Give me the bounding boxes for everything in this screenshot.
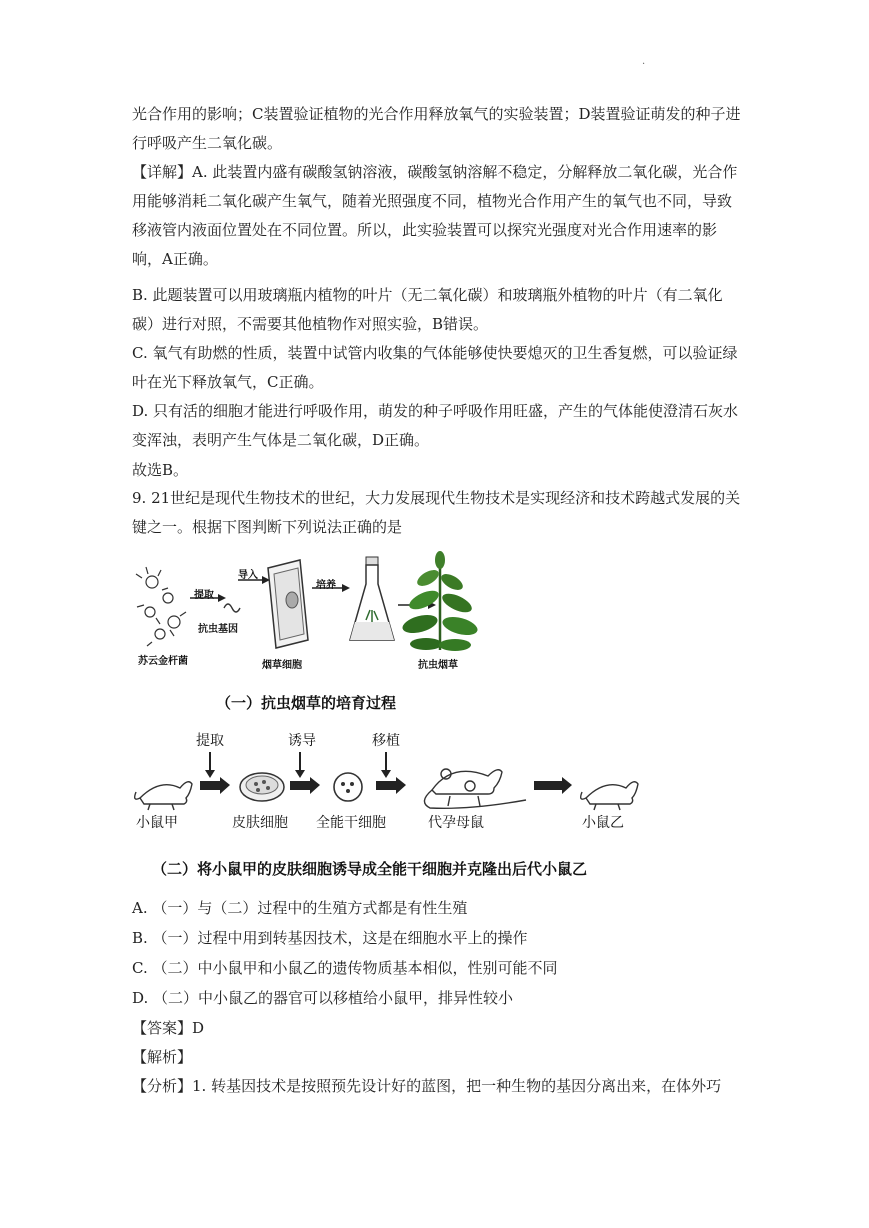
arrow-extract-2 [200, 752, 230, 794]
question-9-stem: 9. 21世纪是现代生物技术的世纪，大力发展现代生物技术是实现经济和技术跨越式发展的关键之一。根据下图判断下列说法正确的是 [132, 489, 741, 536]
stem-cell-icon [334, 773, 362, 801]
label-tobacco-cell: 烟草细胞 [262, 660, 302, 671]
label-extract-2: 提取 [196, 733, 224, 749]
label-gene: 抗虫基因 [198, 624, 238, 635]
label-import-1: 导入 [238, 570, 258, 581]
option-d: D. （二）中小鼠乙的器官可以移植给小鼠甲，排异性较小 [132, 989, 514, 1007]
label-mouse-a: 小鼠甲 [136, 815, 178, 831]
label-extract-1: 提取 [194, 590, 214, 601]
label-culture-1: 培养 [316, 580, 336, 591]
label-bacteria: 苏云金杆菌 [138, 656, 188, 667]
gene-icon [224, 604, 240, 612]
paragraph-3: B. 此题装置可以用玻璃瓶内植物的叶片（无二氧化碳）和玻璃瓶外植物的叶片（有二氧化碳）进行对照，不需要其他植物作对照实验，B错误。 [132, 286, 723, 333]
label-mouse-b: 小鼠乙 [582, 815, 624, 831]
label-induce-2: 诱导 [288, 733, 316, 749]
label-tobacco-plant: 抗虫烟草 [418, 660, 458, 671]
surrogate-mouse-icon [424, 769, 526, 808]
option-b: B. （一）过程中用到转基因技术，这是在细胞水平上的操作 [132, 929, 528, 947]
paragraph-1: 光合作用的影响；C装置验证植物的光合作用释放氧气的实验装置；D装置验证萌发的种子进行呼吸产生二氧化碳。 [132, 105, 741, 152]
arrow-transplant-2 [376, 752, 406, 794]
label-skin-cell: 皮肤细胞 [232, 815, 288, 831]
arrow-birth-2 [534, 777, 572, 794]
paragraph-6: 故选B。 [132, 461, 189, 479]
option-a: A. （一）与（二）过程中的生殖方式都是有性生殖 [132, 899, 468, 917]
label-surrogate: 代孕母鼠 [428, 815, 484, 831]
analysis-text: 【分析】1. 转基因技术是按照预先设计好的蓝图，把一种生物的基因分离出来，在体外巧 [132, 1077, 722, 1095]
paragraph-5: D. 只有活的细胞才能进行呼吸作用，萌发的种子呼吸作用旺盛，产生的气体能使澄清石灰水变浑浊，表明产生气体是二氧化碳，D正确。 [132, 402, 739, 449]
page-dot: . [642, 56, 646, 67]
paragraph-4: C. 氧气有助燃的性质，装置中试管内收集的气体能够使快要熄灭的卫生香复燃，可以验证绿叶在光下释放氧气，C正确。 [132, 344, 738, 391]
option-c: C. （二）中小鼠甲和小鼠乙的遗传物质基本相似，性别可能不同 [132, 959, 558, 977]
label-transplant-2: 移植 [372, 733, 400, 749]
flask-icon [350, 557, 394, 640]
mouse-a-icon [135, 782, 192, 810]
tobacco-plant-icon [401, 551, 480, 651]
petri-dish-icon [240, 773, 284, 801]
label-stem-cell: 全能干细胞 [316, 815, 386, 831]
answer: 【答案】D [132, 1019, 205, 1037]
caption-part1: （一）抗虫烟草的培育过程 [216, 694, 397, 712]
bacteria-icon [136, 567, 186, 646]
tobacco-cell-icon [268, 560, 308, 648]
caption-part2: （二）将小鼠甲的皮肤细胞诱导成全能干细胞并克隆出后代小鼠乙 [152, 860, 588, 878]
mouse-b-icon [581, 782, 638, 810]
paragraph-2: 【详解】A. 此装置内盛有碳酸氢钠溶液，碳酸氢钠溶解不稳定，分解释放二氧化碳，光合作用能够消耗二氧化碳产生氧气，随着光照强度不同，植物光合作用产生的氧气也不同，导致移液管内液面位置处在不同位置。所以，此实验装置可以探究光强度对光合作用速率的影响，A正确。 [132, 163, 738, 268]
analysis-heading: 【解析】 [132, 1048, 193, 1066]
arrow-induce-2 [290, 752, 320, 794]
